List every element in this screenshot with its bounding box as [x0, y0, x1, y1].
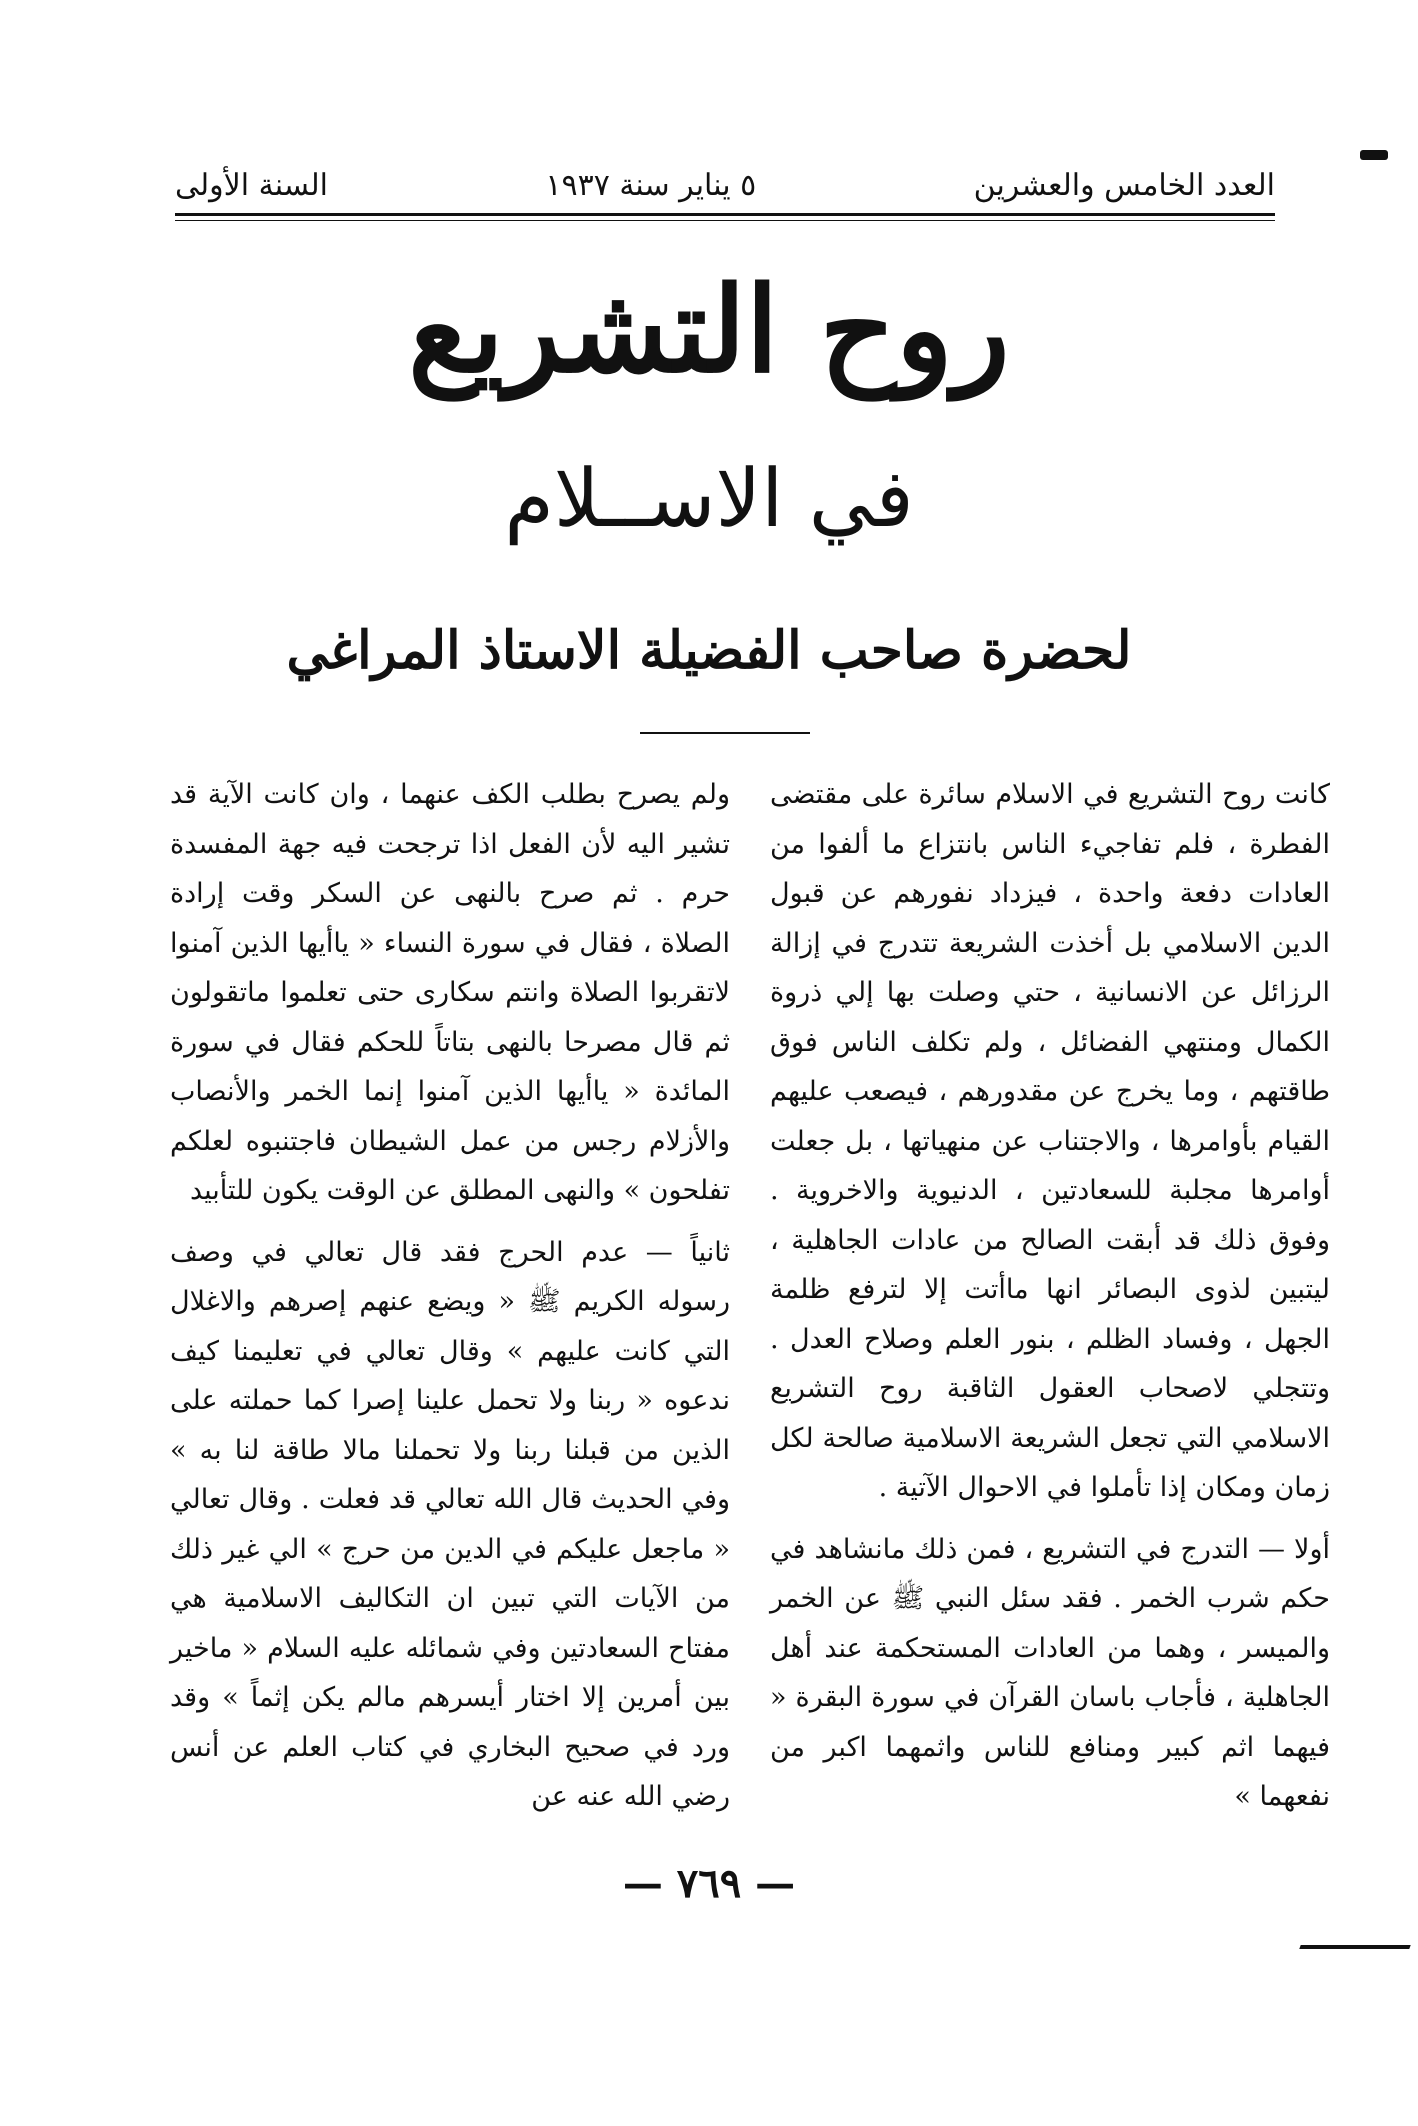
page-number: — ٧٦٩ —	[622, 1860, 796, 1907]
paragraph: ثانياً — عدم الحرج فقد قال تعالي في وصف رسوله الكريم ﷺ « ويضع عنهم إصرهم والاغلال التي كانت عليهم » وقال تعالي في تعليمنا كيف ندعوه « ربنا ولا تحمل علينا إصرا كما حملته على الذين من قبلنا ربنا ولا تحملنا مالا طاقة لنا به » وفي الحديث قال الله تعالي قد فعلت . وقال تعالي « ماجعل عليكم في الدين من حرج » الي غير ذلك من الآيات التي تبين ان التكاليف الاسلامية هي مفتاح السعادتين وفي شمائله عليه السلام « ماخير بين أمرين إلا اختار أيسرهم مالم يكن إثماً » وقد ورد في صحيح البخاري في كتاب العلم عن أنس رضي الله عنه عن	[170, 1236, 730, 1812]
right-text-column	[770, 770, 1330, 1834]
author-divider	[640, 732, 810, 734]
article-title: روح التشريع	[408, 260, 1010, 399]
issue-date: ٥ يناير سنة ١٩٣٧	[545, 167, 757, 203]
header-divider	[175, 213, 1275, 221]
footer-ink-mark	[1299, 1945, 1410, 1949]
article-author: لحضرة صاحب الفضيلة الاستاذ المراغي	[286, 620, 1132, 681]
paragraph: ولم يصرح بطلب الكف عنهما ، وان كانت الآية قد تشير اليه لأن الفعل اذا ترجحت فيه جهة المفسدة حرم . ثم صرح بالنهى عن السكر وقت إرادة الصلاة ، فقال في سورة النساء « ياأيها الذين آمنوا لاتقربوا الصلاة وانتم سكارى حتى تعلموا ماتقولون ثم قال مصرحا بالنهى بتاتاً للحكم فقال في سورة المائدة « ياأيها الذين آمنوا إنما الخمر والأنصاب والأزلام رجس من عمل الشيطان فاجتنبوه لعلكم تفلحون » والنهى المطلق عن الوقت يكون للتأبيد	[170, 779, 730, 1206]
paragraph: أولا — التدرج في التشريع ، فمن ذلك مانشاهد في حكم شرب الخمر . فقد سئل النبي ﷺ عن الخمر والميسر ، وهما من العادات المستحكمة عند أهل الجاهلية ، فأجاب باسان القرآن في سورة البقرة « فيهما اثم كبير ومنافع للناس واثمهما اكبر من نفعهما »	[770, 1533, 1330, 1812]
paragraph: كانت روح التشريع في الاسلام سائرة على مقتضى الفطرة ، فلم تفاجيء الناس بانتزاع ما ألفوا من العادات دفعة واحدة ، فيزداد نفورهم عن قبول الدين الاسلامي بل أخذت الشريعة تتدرج في إزالة الرزائل عن الانسانية ، حتي وصلت بها إلي ذروة الكمال ومنتهي الفضائل ، ولم تكلف الناس فوق طاقتهم ، وما يخرج عن مقدورهم ، فيصعب عليهم القيام بأوامرها ، والاجتناب عن منهياتها ، بل جعلت أوامرها مجلبة للسعادتين ، الدنيوية والاخروية . وفوق ذلك قد أبقت الصالح من عادات الجاهلية ، ليتبين لذوى البصائر انها ماأتت إلا لترفع ظلمة الجهل ، وفساد الظلم ، بنور العلم وصلاح العدل . وتتجلي لاصحاب العقول الثاقبة روح التشريع الاسلامي التي تجعل الشريعة الاسلامية صالحة لكل زمان ومكان إذا تأملوا في الاحوال الآتية .	[770, 779, 1330, 1503]
corner-ink-mark	[1360, 150, 1388, 160]
issue-number: العدد الخامس والعشرين	[973, 167, 1275, 203]
article-subtitle: في الاســلام	[504, 452, 914, 545]
publication-year: السنة الأولى	[175, 167, 328, 203]
page-header	[175, 155, 1275, 215]
left-text-column	[170, 770, 730, 1834]
